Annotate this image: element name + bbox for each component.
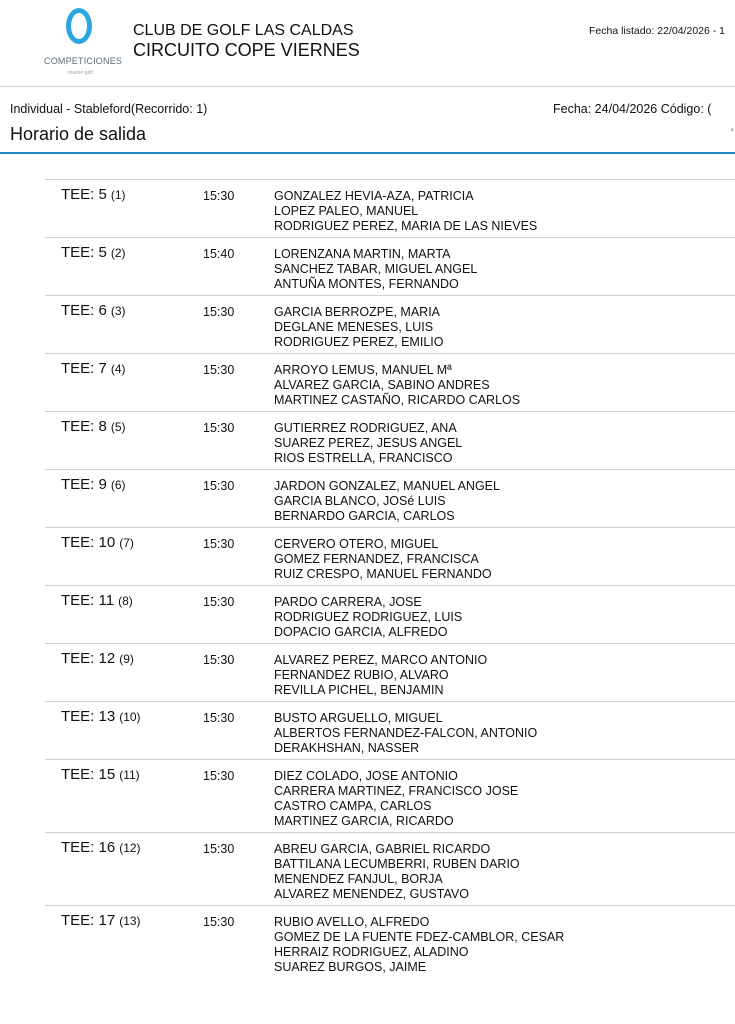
right-edge-mark: ' [731, 126, 734, 140]
tee-group-row [45, 418, 735, 466]
player-list [274, 650, 735, 698]
player-list [274, 302, 735, 350]
tee-number: TEE: 10 [61, 534, 116, 551]
tee-group [45, 585, 735, 643]
tee-group [45, 295, 735, 353]
group-number: (13) [119, 914, 141, 928]
logo-text: COMPETICIONES [44, 56, 123, 66]
group-number: (12) [119, 841, 141, 855]
player-list [274, 766, 735, 829]
tee-time-list [45, 179, 735, 978]
circuit-name: CIRCUITO COPE VIERNES [133, 40, 360, 60]
tee-group-row [45, 476, 735, 524]
tee-number: TEE: 11 [61, 592, 115, 609]
tee-group-row [45, 839, 735, 902]
player-name: HERRAIZ RODRIGUEZ, ALADINO [274, 945, 469, 959]
player-name: PARDO CARRERA, JOSE [274, 595, 422, 609]
tee-label [61, 592, 133, 610]
tee-number: TEE: 9 [61, 476, 107, 493]
player-name: LOPEZ PALEO, MANUEL [274, 204, 419, 218]
player-name: ABREU GARCIA, GABRIEL RICARDO [274, 842, 491, 856]
player-name: MARTINEZ GARCIA, RICARDO [274, 814, 454, 828]
tee-label [61, 476, 126, 494]
tee-group-row [45, 708, 735, 756]
tee-label [61, 708, 141, 726]
player-name: MARTINEZ CASTAÑO, RICARDO CARLOS [274, 393, 521, 407]
tee-label [61, 186, 126, 204]
player-list [274, 592, 735, 640]
competition-modality: Individual - Stableford(Recorrido: 1) [10, 102, 208, 116]
tee-number: TEE: 7 [61, 360, 107, 377]
title-divider [0, 152, 735, 154]
start-time: 15:30 [203, 305, 235, 319]
start-time: 15:30 [203, 189, 235, 203]
logo-ring-icon [66, 8, 92, 44]
player-list [274, 360, 735, 408]
player-name: SANCHEZ TABAR, MIGUEL ANGEL [274, 262, 478, 276]
player-list [274, 534, 735, 582]
tee-group [45, 469, 735, 527]
competiciones-logo [44, 8, 123, 88]
tee-group [45, 759, 735, 832]
player-name: CARRERA MARTINEZ, FRANCISCO JOSE [274, 784, 519, 798]
player-list [274, 418, 735, 466]
start-time: 15:40 [203, 247, 235, 261]
player-name: ALVAREZ MENENDEZ, GUSTAVO [274, 887, 469, 901]
tee-number: TEE: 17 [61, 912, 116, 929]
player-name: GOMEZ DE LA FUENTE FDEZ-CAMBLOR, CESAR [274, 930, 565, 944]
tee-number: TEE: 5 [61, 186, 107, 203]
start-time: 15:30 [203, 915, 235, 929]
player-name: GUTIERREZ RODRIGUEZ, ANA [274, 421, 457, 435]
player-name: GARCIA BERROZPE, MARIA [274, 305, 441, 319]
tee-group [45, 353, 735, 411]
player-name: BUSTO ARGUELLO, MIGUEL [274, 711, 443, 725]
tee-group [45, 237, 735, 295]
tee-group [45, 179, 735, 237]
player-list [274, 708, 735, 756]
listing-date: Fecha listado: 22/04/2026 - 1 [589, 25, 726, 37]
player-name: ALVAREZ GARCIA, SABINO ANDRES [274, 378, 490, 392]
header-divider [0, 86, 735, 87]
start-time: 15:30 [203, 653, 235, 667]
player-name: ARROYO LEMUS, MANUEL Mª [274, 363, 452, 377]
player-name: DIEZ COLADO, JOSE ANTONIO [274, 769, 458, 783]
player-list [274, 839, 735, 902]
start-time: 15:30 [203, 842, 235, 856]
group-number: (5) [110, 420, 126, 434]
group-number: (9) [119, 652, 134, 666]
player-name: GOMEZ FERNANDEZ, FRANCISCA [274, 552, 479, 566]
tee-group-row [45, 244, 735, 292]
tee-label [61, 650, 134, 668]
player-list [274, 912, 735, 975]
player-name: RUBIO AVELLO, ALFREDO [274, 915, 430, 929]
player-list [274, 476, 735, 524]
player-name: DERAKHSHAN, NASSER [274, 741, 420, 755]
tee-group [45, 411, 735, 469]
tee-group [45, 643, 735, 701]
tee-group [45, 832, 735, 905]
player-name: MENENDEZ FANJUL, BORJA [274, 872, 443, 886]
group-number: (10) [119, 710, 141, 724]
group-number: (3) [110, 304, 126, 318]
player-name: RIOS ESTRELLA, FRANCISCO [274, 451, 453, 465]
player-name: SUAREZ BURGOS, JAIME [274, 960, 427, 974]
tee-number: TEE: 8 [61, 418, 107, 435]
tee-label [61, 534, 134, 552]
player-name: GARCIA BLANCO, JOSé LUIS [274, 494, 446, 508]
start-time: 15:30 [203, 421, 235, 435]
group-number: (8) [118, 594, 133, 608]
player-name: FERNANDEZ RUBIO, ALVARO [274, 668, 449, 682]
tee-group [45, 701, 735, 759]
page-title: Horario de salida [10, 124, 147, 144]
tee-number: TEE: 5 [61, 244, 107, 261]
player-name: LORENZANA MARTIN, MARTA [274, 247, 451, 261]
tee-number: TEE: 16 [61, 839, 116, 856]
player-list [274, 186, 735, 234]
group-number: (6) [110, 478, 126, 492]
page-header [0, 0, 735, 86]
player-name: RODRIGUEZ RODRIGUEZ, LUIS [274, 610, 463, 624]
start-time: 15:30 [203, 363, 235, 377]
tee-number: TEE: 6 [61, 302, 107, 319]
tee-group [45, 527, 735, 585]
start-time: 15:30 [203, 595, 235, 609]
player-name: ANTUÑA MONTES, FERNANDO [274, 277, 459, 291]
tee-group-row [45, 912, 735, 975]
player-name: REVILLA PICHEL, BENJAMIN [274, 683, 444, 697]
tee-group-row [45, 360, 735, 408]
competition-date-code: Fecha: 24/04/2026 Código: ( [553, 102, 712, 116]
group-number: (2) [110, 246, 126, 260]
tee-group-row [45, 650, 735, 698]
tee-group-row [45, 302, 735, 350]
club-name: CLUB DE GOLF LAS CALDAS [133, 22, 354, 39]
group-number: (1) [110, 188, 126, 202]
group-number: (7) [119, 536, 134, 550]
player-name: CASTRO CAMPA, CARLOS [274, 799, 432, 813]
tee-group-row [45, 534, 735, 582]
player-name: SUAREZ PEREZ, JESUS ANGEL [274, 436, 463, 450]
start-time: 15:30 [203, 769, 235, 783]
tee-label [61, 912, 141, 930]
player-name: CERVERO OTERO, MIGUEL [274, 537, 439, 551]
player-name: RUIZ CRESPO, MANUEL FERNANDO [274, 567, 492, 581]
group-number: (4) [110, 362, 126, 376]
tee-label [61, 766, 140, 784]
player-name: BERNARDO GARCIA, CARLOS [274, 509, 455, 523]
start-time: 15:30 [203, 537, 235, 551]
player-list [274, 244, 735, 292]
logo-subtext: master golf [68, 70, 93, 76]
tee-number: TEE: 13 [61, 708, 116, 725]
player-name: DOPACIO GARCIA, ALFREDO [274, 625, 448, 639]
tee-group-row [45, 186, 735, 234]
player-name: GONZALEZ HEVIA-AZA, PATRICIA [274, 189, 474, 203]
tee-number: TEE: 12 [61, 650, 116, 667]
tee-number: TEE: 15 [61, 766, 116, 783]
tee-label [61, 360, 126, 378]
start-time: 15:30 [203, 711, 235, 725]
tee-label [61, 839, 141, 857]
tee-group [45, 905, 735, 978]
group-number: (11) [119, 768, 140, 782]
start-time: 15:30 [203, 479, 235, 493]
player-name: JARDON GONZALEZ, MANUEL ANGEL [274, 479, 500, 493]
tee-label [61, 244, 126, 262]
tee-label [61, 302, 126, 320]
tee-group-row [45, 766, 735, 829]
player-name: RODRIGUEZ PEREZ, MARIA DE LAS NIEVES [274, 219, 538, 233]
player-name: RODRIGUEZ PEREZ, EMILIO [274, 335, 444, 349]
tee-label [61, 418, 126, 436]
player-name: ALBERTOS FERNANDEZ-FALCON, ANTONIO [274, 726, 538, 740]
player-name: BATTILANA LECUMBERRI, RUBEN DARIO [274, 857, 520, 871]
tee-group-row [45, 592, 735, 640]
player-name: DEGLANE MENESES, LUIS [274, 320, 434, 334]
player-name: ALVAREZ PEREZ, MARCO ANTONIO [274, 653, 488, 667]
